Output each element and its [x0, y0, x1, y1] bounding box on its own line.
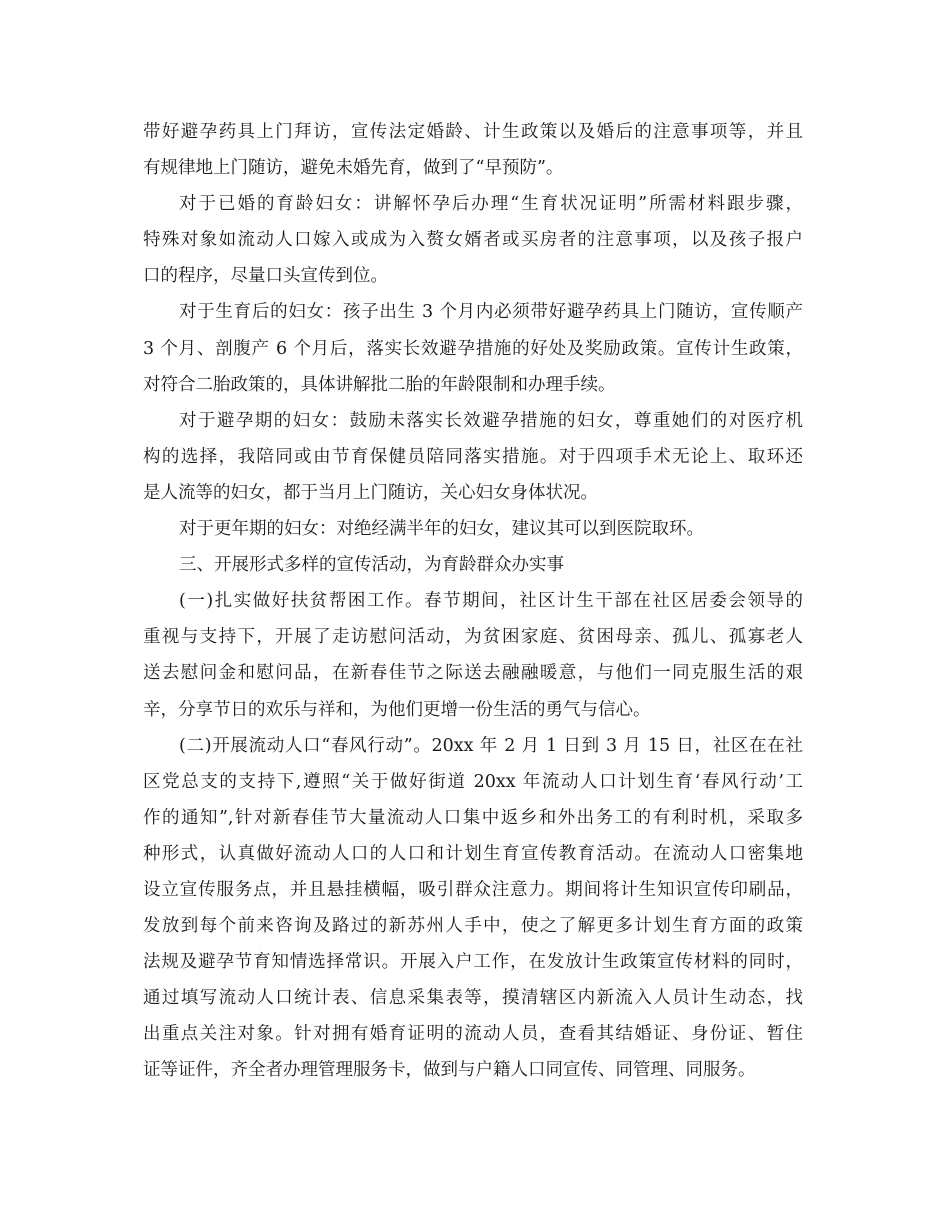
- document-body: [143, 114, 803, 1089]
- text-line: 构的选择，我陪同或由节育保健员陪同落实措施。对于四项手术无论上、取环还: [143, 446, 803, 467]
- text-line: 对于避孕期的妇女：鼓励未落实长效避孕措施的妇女，尊重她们的对医疗机: [179, 410, 803, 431]
- text-line: 种形式，认真做好流动人口的人口和计划生育宣传教育活动。在流动人口密集地: [143, 843, 803, 864]
- text-line: 3 个月、剖腹产 6 个月后，落实长效避孕措施的好处及奖励政策。宣传计生政策，: [143, 338, 803, 359]
- text-line: 对于更年期的妇女：对绝经满半年的妇女，建议其可以到医院取环。: [179, 519, 704, 540]
- text-line: 对于已婚的育龄妇女：讲解怀孕后办理“生育状况证明”所需材料跟步骤，: [179, 194, 803, 215]
- text-line: 证等证件，齐全者办理管理服务卡，做到与户籍人口同宣传、同管理、同服务。: [143, 1060, 756, 1081]
- text-line: 通过填写流动人口统计表、信息采集表等，摸清辖区内新流入人员计生动态，找: [143, 988, 803, 1009]
- text-line: 三、开展形式多样的宣传活动，为育龄群众办实事: [179, 555, 564, 576]
- text-line: 发放到每个前来咨询及路过的新苏州人手中，使之了解更多计划生育方面的政策: [143, 916, 803, 937]
- text-line: 特殊对象如流动人口嫁入或成为入赘女婿者或买房者的注意事项，以及孩子报户: [143, 230, 803, 251]
- text-line: 重视与支持下，开展了走访慰问活动，为贫困家庭、贫困母亲、孤儿、孤寡老人: [143, 627, 803, 648]
- text-line: 带好避孕药具上门拜访，宣传法定婚龄、计生政策以及婚后的注意事项等，并且: [143, 122, 803, 142]
- text-line: (二)开展流动人口“春风行动”。20xx 年 2 月 1 日到 3 月 15 日，社区在在社: [179, 735, 803, 756]
- text-line: 辛，分享节日的欢乐与祥和，为他们更增一份生活的勇气与信心。: [143, 699, 651, 720]
- text-line: 对符合二胎政策的，具体讲解批二胎的年龄限制和办理手续。: [143, 374, 616, 395]
- text-line: (一)扎实做好扶贫帮困工作。春节期间，社区计生干部在社区居委会领导的: [179, 591, 803, 612]
- text-line: 出重点关注对象。针对拥有婚育证明的流动人员，查看其结婚证、身份证、暂住: [143, 1024, 803, 1045]
- text-line: 口的程序，尽量口头宣传到位。: [143, 266, 388, 287]
- text-line: 区党总支的支持下,遵照“关于做好街道 20xx 年流动人口计划生育‘春风行动’工: [143, 771, 803, 792]
- text-line: 对于生育后的妇女：孩子出生 3 个月内必须带好避孕药具上门随访，宣传顺产: [179, 302, 803, 323]
- text-line: 作的通知”,针对新春佳节大量流动人口集中返乡和外出务工的有利时机，采取多: [143, 807, 803, 828]
- text-line: 法规及避孕节育知情选择常识。开展入户工作，在发放计生政策宣传材料的同时，: [143, 952, 803, 973]
- text-line: 是人流等的妇女，都于当月上门随访，关心妇女身体状况。: [143, 482, 598, 503]
- text-line: 送去慰问金和慰问品，在新春佳节之际送去融融暖意，与他们一同克服生活的艰: [143, 663, 803, 684]
- text-line: 有规律地上门随访，避免未婚先育，做到了“早预防”。: [143, 158, 564, 179]
- text-line: 设立宣传服务点，并且悬挂横幅，吸引群众注意力。期间将计生知识宣传印刷品，: [143, 879, 803, 900]
